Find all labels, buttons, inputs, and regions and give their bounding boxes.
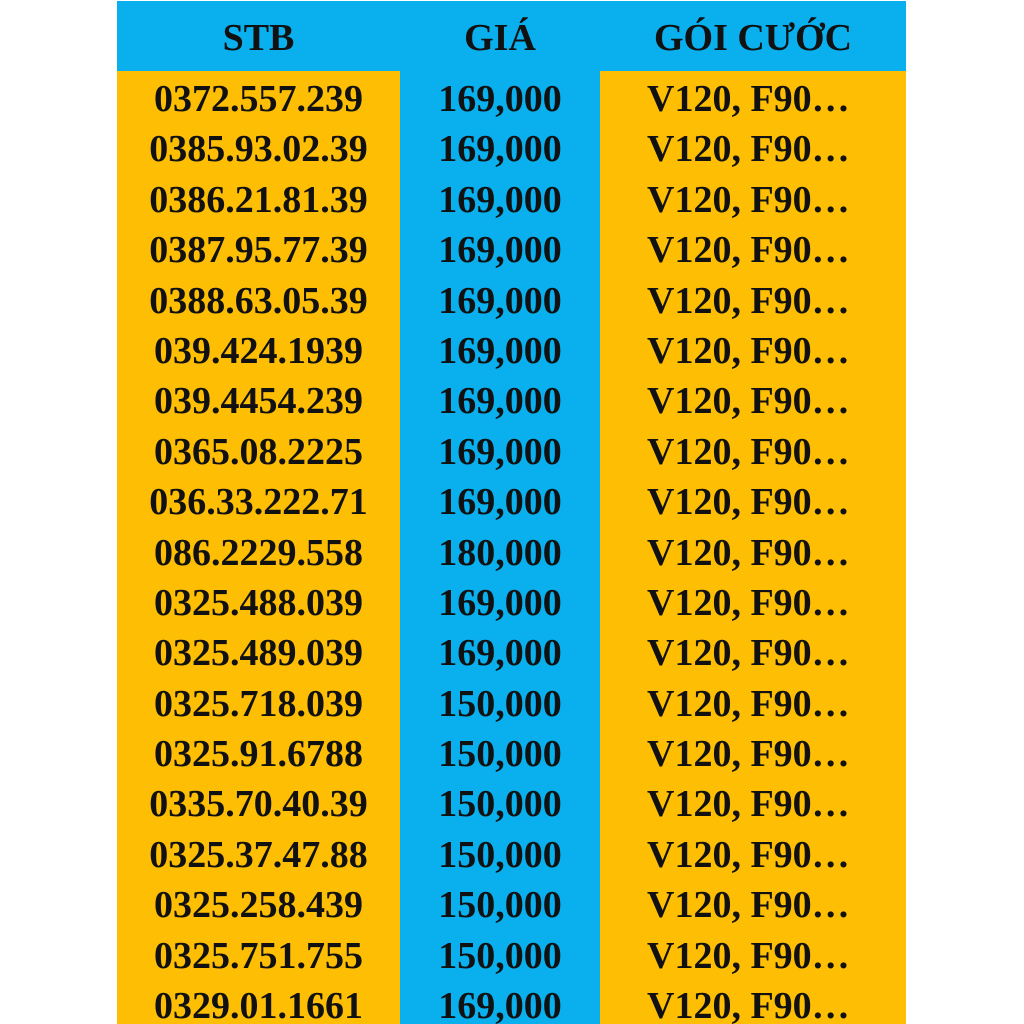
price-value: 169,000	[438, 430, 562, 473]
table-row	[117, 427, 906, 477]
price-value: 169,000	[438, 229, 562, 272]
phone-number: 0365.08.2225	[154, 430, 363, 473]
table-row	[117, 679, 906, 729]
phone-number: 039.424.1939	[154, 329, 363, 372]
package-value: V120, F90…	[647, 733, 850, 776]
phone-number: 0386.21.81.39	[149, 178, 368, 221]
package-value: V120, F90…	[647, 481, 850, 524]
phone-number: 0325.751.755	[154, 934, 363, 977]
package-value: V120, F90…	[647, 682, 850, 725]
phone-number: 039.4454.239	[154, 380, 363, 423]
phone-number: 0325.258.439	[154, 884, 363, 927]
table-row	[117, 578, 906, 628]
package-value: V120, F90…	[647, 531, 850, 574]
table-row	[117, 779, 906, 829]
table-row	[117, 729, 906, 779]
phone-number: 0387.95.77.39	[149, 229, 368, 272]
price-value: 169,000	[438, 632, 562, 675]
package-value: V120, F90…	[647, 229, 850, 272]
table-row	[117, 326, 906, 376]
table-row	[117, 931, 906, 981]
price-value: 169,000	[438, 128, 562, 171]
phone-number: 0325.91.6788	[154, 733, 363, 776]
price-value: 169,000	[438, 329, 562, 372]
price-value: 169,000	[438, 78, 562, 120]
phone-number: 0325.37.47.88	[149, 833, 368, 876]
phone-number: 036.33.222.71	[149, 481, 368, 524]
price-value: 169,000	[438, 279, 562, 322]
table-row	[117, 74, 906, 124]
package-value: V120, F90…	[647, 581, 850, 624]
phone-number: 0325.488.039	[154, 581, 363, 624]
table-row	[117, 124, 906, 174]
phone-number: 0388.63.05.39	[149, 279, 368, 322]
table-header	[117, 1, 906, 71]
price-value: 169,000	[438, 481, 562, 524]
price-value: 150,000	[438, 733, 562, 776]
price-value: 150,000	[438, 934, 562, 977]
package-value: V120, F90…	[647, 884, 850, 927]
package-value: V120, F90…	[647, 833, 850, 876]
price-table	[117, 1, 906, 1024]
package-value: V120, F90…	[647, 783, 850, 826]
phone-number: 086.2229.558	[154, 531, 363, 574]
price-value: 150,000	[438, 783, 562, 826]
table-row	[117, 830, 906, 880]
phone-number: 0372.557.239	[154, 78, 363, 120]
price-value: 150,000	[438, 682, 562, 725]
header-price: GIÁ	[464, 17, 536, 59]
price-value: 169,000	[438, 178, 562, 221]
price-value: 150,000	[438, 833, 562, 876]
table-body	[117, 74, 906, 1024]
table-row	[117, 175, 906, 225]
table-row	[117, 628, 906, 678]
table-row	[117, 376, 906, 426]
header-package: GÓI CƯỚC	[653, 17, 853, 59]
phone-number: 0335.70.40.39	[149, 783, 368, 826]
phone-number: 0325.718.039	[154, 682, 363, 725]
table-row	[117, 477, 906, 527]
price-value: 169,000	[438, 380, 562, 423]
table-row	[117, 276, 906, 326]
price-value: 169,000	[438, 985, 562, 1024]
price-value: 150,000	[438, 884, 562, 927]
table-row	[117, 981, 906, 1024]
package-value: V120, F90…	[647, 934, 850, 977]
phone-number: 0329.01.1661	[154, 985, 363, 1024]
table-row	[117, 528, 906, 578]
package-value: V120, F90…	[647, 128, 850, 171]
table-row	[117, 225, 906, 275]
package-value: V120, F90…	[647, 430, 850, 473]
package-value: V120, F90…	[647, 279, 850, 322]
phone-number: 0385.93.02.39	[149, 128, 368, 171]
package-value: V120, F90…	[647, 178, 850, 221]
package-value: V120, F90…	[647, 329, 850, 372]
table-row	[117, 880, 906, 930]
price-value: 169,000	[438, 581, 562, 624]
package-value: V120, F90…	[647, 985, 850, 1024]
package-value: V120, F90…	[647, 380, 850, 423]
header-stb: STB	[222, 17, 295, 59]
price-value: 180,000	[438, 531, 562, 574]
package-value: V120, F90…	[647, 78, 850, 120]
package-value: V120, F90…	[647, 632, 850, 675]
phone-number: 0325.489.039	[154, 632, 363, 675]
